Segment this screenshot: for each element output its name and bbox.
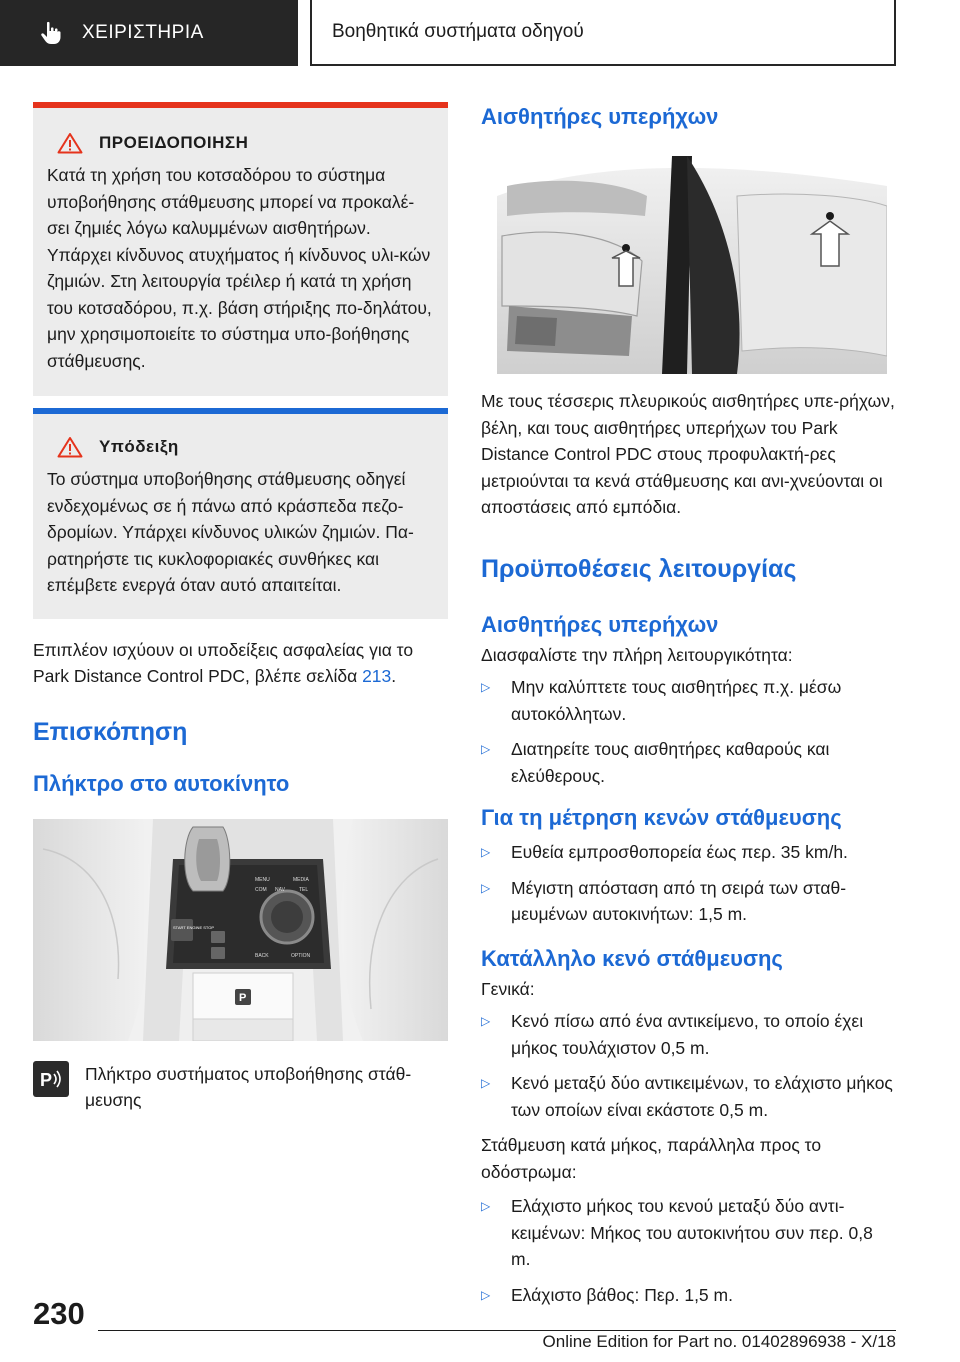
warning-text: Κατά τη χρήση του κοτσαδόρου το σύστημα υποβοήθησης στάθμευσης μπορεί να προκαλέ-σει ζημιές λόγω καλυμμένων αισθητήρων. Υπάρχει κίνδυνος ατυχήματος ή κίνδυνος υλι-κών ζημιών. Στη λειτουργία τρέιλερ ή κατά τη χρήση του κοτσαδόρου, π.χ. βάση στήριξης πο-δηλάτου, μην χρησιμοποιείτε το σύστημα υπο-βοήθησης στάθμευσης. bbox=[47, 165, 432, 371]
list-item-text: Ευθεία εμπροσθοπορεία έως περ. 35 km/h. bbox=[511, 842, 848, 862]
triangle-bullet-icon: ▷ bbox=[481, 880, 491, 895]
console-menu-label: MENU bbox=[255, 876, 270, 883]
sensors-requirement-list bbox=[481, 674, 896, 789]
warning-triangle-icon bbox=[57, 132, 83, 154]
list-item bbox=[481, 736, 896, 789]
warning-title-row bbox=[47, 132, 434, 154]
safety-reference-end: . bbox=[391, 666, 397, 686]
footer-edition: Online Edition for Part no. 01402896938 - X/18 bbox=[542, 1332, 896, 1351]
car-sensors-photo bbox=[497, 156, 887, 374]
triangle-bullet-icon: ▷ bbox=[481, 742, 491, 756]
button-caption bbox=[33, 1061, 448, 1114]
list-item-text: Ελάχιστο βάθος: Περ. 1,5 m. bbox=[511, 1284, 733, 1305]
warning-triangle-icon bbox=[57, 436, 83, 458]
warning-title: ΠΡΟΕΙΔΟΠΟΙΗΣΗ bbox=[99, 133, 249, 152]
list-item-text: Μέγιστη απόσταση από τη σειρά των σταθ-μευμένων αυτοκινήτων: 1,5 m. bbox=[511, 877, 847, 924]
triangle-bullet-icon: ▷ bbox=[481, 1076, 491, 1090]
sensors-description: Με τους τέσσερις πλευρικούς αισθητήρες υπε-ρήχων, βέλη, και τους αισθητήρες υπερήχων του Park Distance Control PDC στους προφυλακτή-ρες μετριούνται τα κενά στάθμευσης και ανι-χνεύονται οι αποστάσεις από εμπόδια. bbox=[481, 391, 895, 517]
note-text: Το σύστημα υποβοήθησης στάθμευσης οδηγεί ενδεχομένως σε ή πάνω από κράσπεδα πεζο-δρομίων. Υπάρχει κίνδυνος υλικών ζημιών. Πα-ρατηρήστε τις κυκλοφοριακές συνθήκες και επέμβετε ενεργά όταν αυτό απαιτείται. bbox=[47, 469, 414, 595]
gap-intro: Γενικά: bbox=[481, 978, 535, 999]
safety-reference bbox=[33, 637, 448, 690]
ultrasonic-sensors-heading: Αισθητήρες υπερήχων bbox=[481, 104, 719, 129]
note-title: Υπόδειξη bbox=[99, 437, 179, 456]
hand-pointer-icon bbox=[38, 20, 64, 46]
park-button-glyph: P bbox=[239, 991, 247, 1004]
triangle-bullet-icon: ▷ bbox=[481, 845, 491, 859]
triangle-bullet-icon: ▷ bbox=[481, 1287, 491, 1302]
park-icon-glyph: P bbox=[40, 1069, 53, 1090]
chapter-title-box bbox=[310, 0, 896, 66]
gap-list bbox=[481, 1008, 896, 1123]
parking-assistant-icon bbox=[33, 1061, 69, 1097]
safety-reference-text: Επιπλέον ισχύουν οι υποδείξεις ασφαλείας για το Park Distance Control PDC, βλέπε σελίδα bbox=[33, 639, 414, 686]
list-item bbox=[481, 875, 896, 928]
list-item bbox=[481, 674, 896, 727]
list-item-text: Διατηρείτε τους αισθητήρες καθαρούς και ελεύθερους. bbox=[511, 739, 830, 786]
console-tel-label: TEL bbox=[299, 886, 309, 893]
list-item bbox=[481, 1193, 896, 1273]
console-nav-label: NAV bbox=[275, 886, 285, 893]
list-item bbox=[481, 1008, 896, 1061]
center-console-illustration bbox=[33, 819, 448, 1041]
center-console-photo bbox=[33, 819, 448, 1041]
sensors-requirement-heading: Αισθητήρες υπερήχων bbox=[481, 611, 719, 637]
requirements-heading: Προϋποθέσεις λειτουργίας bbox=[481, 554, 797, 583]
list-item-text: Μην καλύπτετε τους αισθητήρες π.χ. μέσω αυτοκόλλητων. bbox=[511, 677, 842, 724]
car-front-illustration bbox=[497, 156, 887, 374]
console-com-label: COM bbox=[255, 886, 267, 893]
list-item bbox=[481, 839, 896, 866]
measure-list bbox=[481, 839, 896, 928]
parallel-intro: Στάθμευση κατά μήκος, παράλληλα προς το οδόστρωμα: bbox=[481, 1135, 822, 1182]
sensors-requirement-intro: Διασφαλίστε την πλήρη λειτουργικότητα: bbox=[481, 644, 793, 665]
section-tab[interactable] bbox=[0, 0, 298, 66]
triangle-bullet-icon: ▷ bbox=[481, 1014, 491, 1028]
console-media-label: MEDIA bbox=[293, 876, 309, 883]
list-item bbox=[481, 1070, 896, 1123]
button-in-car-heading: Πλήκτρο στο αυτοκίνητο bbox=[33, 770, 290, 796]
start-stop-label: START ENGINE STOP bbox=[173, 924, 215, 930]
list-item-text: Κενό μεταξύ δύο αντικειμένων, το ελάχιστο μήκος των οποίων είναι εκάστοτε 0,5 m. bbox=[511, 1073, 893, 1120]
page-header bbox=[0, 0, 960, 66]
page-link[interactable]: 213 bbox=[362, 666, 392, 686]
note-box bbox=[33, 408, 448, 619]
footer-divider bbox=[98, 1330, 896, 1331]
note-title-row bbox=[47, 436, 434, 458]
right-column bbox=[481, 102, 896, 1317]
section-label: ΧΕΙΡΙΣΤΗΡΙΑ bbox=[82, 22, 204, 43]
console-option-label: OPTION bbox=[291, 952, 311, 959]
console-back-label: BACK bbox=[255, 952, 269, 959]
left-column bbox=[33, 102, 448, 1114]
header-separator bbox=[298, 0, 308, 66]
page-number: 230 bbox=[33, 1296, 85, 1331]
list-item bbox=[481, 1282, 896, 1309]
parallel-list bbox=[481, 1193, 896, 1308]
measure-heading: Για τη μέτρηση κενών στάθμευσης bbox=[481, 805, 842, 830]
caption-text: Πλήκτρο συστήματος υποβοήθησης στάθ-μευσης bbox=[85, 1063, 412, 1110]
gap-heading: Κατάλληλο κενό στάθμευσης bbox=[481, 945, 783, 971]
chapter-title: Βοηθητικά συστήματα οδηγού bbox=[332, 21, 584, 42]
list-item-text: Ελάχιστο μήκος του κενού μεταξύ δύο αντι-κειμένων: Μήκος του αυτοκινήτου συν περ. 0,8 m. bbox=[511, 1196, 873, 1269]
triangle-bullet-icon: ▷ bbox=[481, 1199, 491, 1213]
triangle-bullet-icon: ▷ bbox=[481, 680, 491, 694]
list-item-text: Κενό πίσω από ένα αντικείμενο, το οποίο έχει μήκος τουλάχιστον 0,5 m. bbox=[511, 1011, 864, 1058]
warning-box bbox=[33, 102, 448, 396]
overview-heading: Επισκόπηση bbox=[33, 717, 188, 746]
